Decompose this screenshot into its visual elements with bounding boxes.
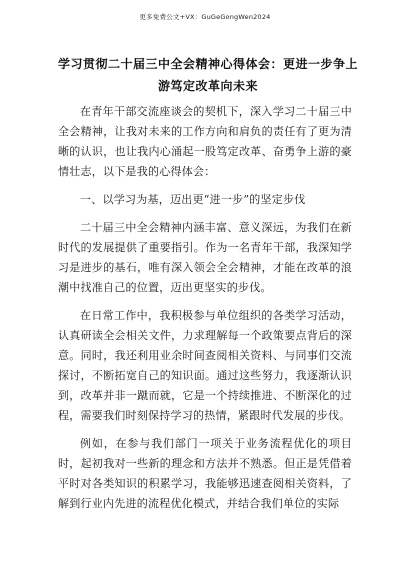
- document-body: [58, 102, 352, 522]
- body-paragraph-2: 在日常工作中，我积极参与单位组织的各类学习活动，认真研读全会相关文件，力求理解每一个政策要点背后的深意。同时，我还利用业余时间查阅相关资料、与同事们交流探讨，不断拓宽自己的知识面。通过这些努力，我逐渐认识到，改革并非一蹴而就，它是一个持续推进、不断深化的过程，需要我们时刻保持学习的热情，紧跟时代发展的步伐。: [58, 309, 352, 422]
- section-heading-1: 一、以学习为基，迈出更“进一步”的坚定步伐: [80, 193, 306, 206]
- body-paragraph-3: 例如，在参与我们部门一项关于业务流程优化的项目时，起初我对一些新的理念和方法并不熟悉。但正是凭借着平时对各类知识的积累学习，我能够迅速查阅相关资料，了解到行业内先进的流程优化模式，并结合我们单位的实际: [58, 437, 352, 510]
- document-title: 学习贯彻二十届三中全会精神心得体会：更进一步争上游笃定改革向未来: [58, 57, 359, 93]
- header-note: 更多免费公文+VX：GuGeGongWen2024: [139, 13, 271, 21]
- body-paragraph-1: 二十届三中全会精神内涵丰富、意义深远，为我们在新时代的发展提供了重要指引。作为一名青年干部，我深知学习是进步的基石，唯有深入领会全会精神，才能在改革的浪潮中找准自己的位置，迈出更坚实的步伐。: [58, 221, 352, 294]
- intro-paragraph: 在青年干部交流座谈会的契机下，深入学习二十届三中全会精神，让我对未来的工作方向和肩负的责任有了更为清晰的认识，也让我内心涌起一股笃定改革、奋勇争上游的豪情壮志，以下是我的心得体会：: [58, 105, 352, 178]
